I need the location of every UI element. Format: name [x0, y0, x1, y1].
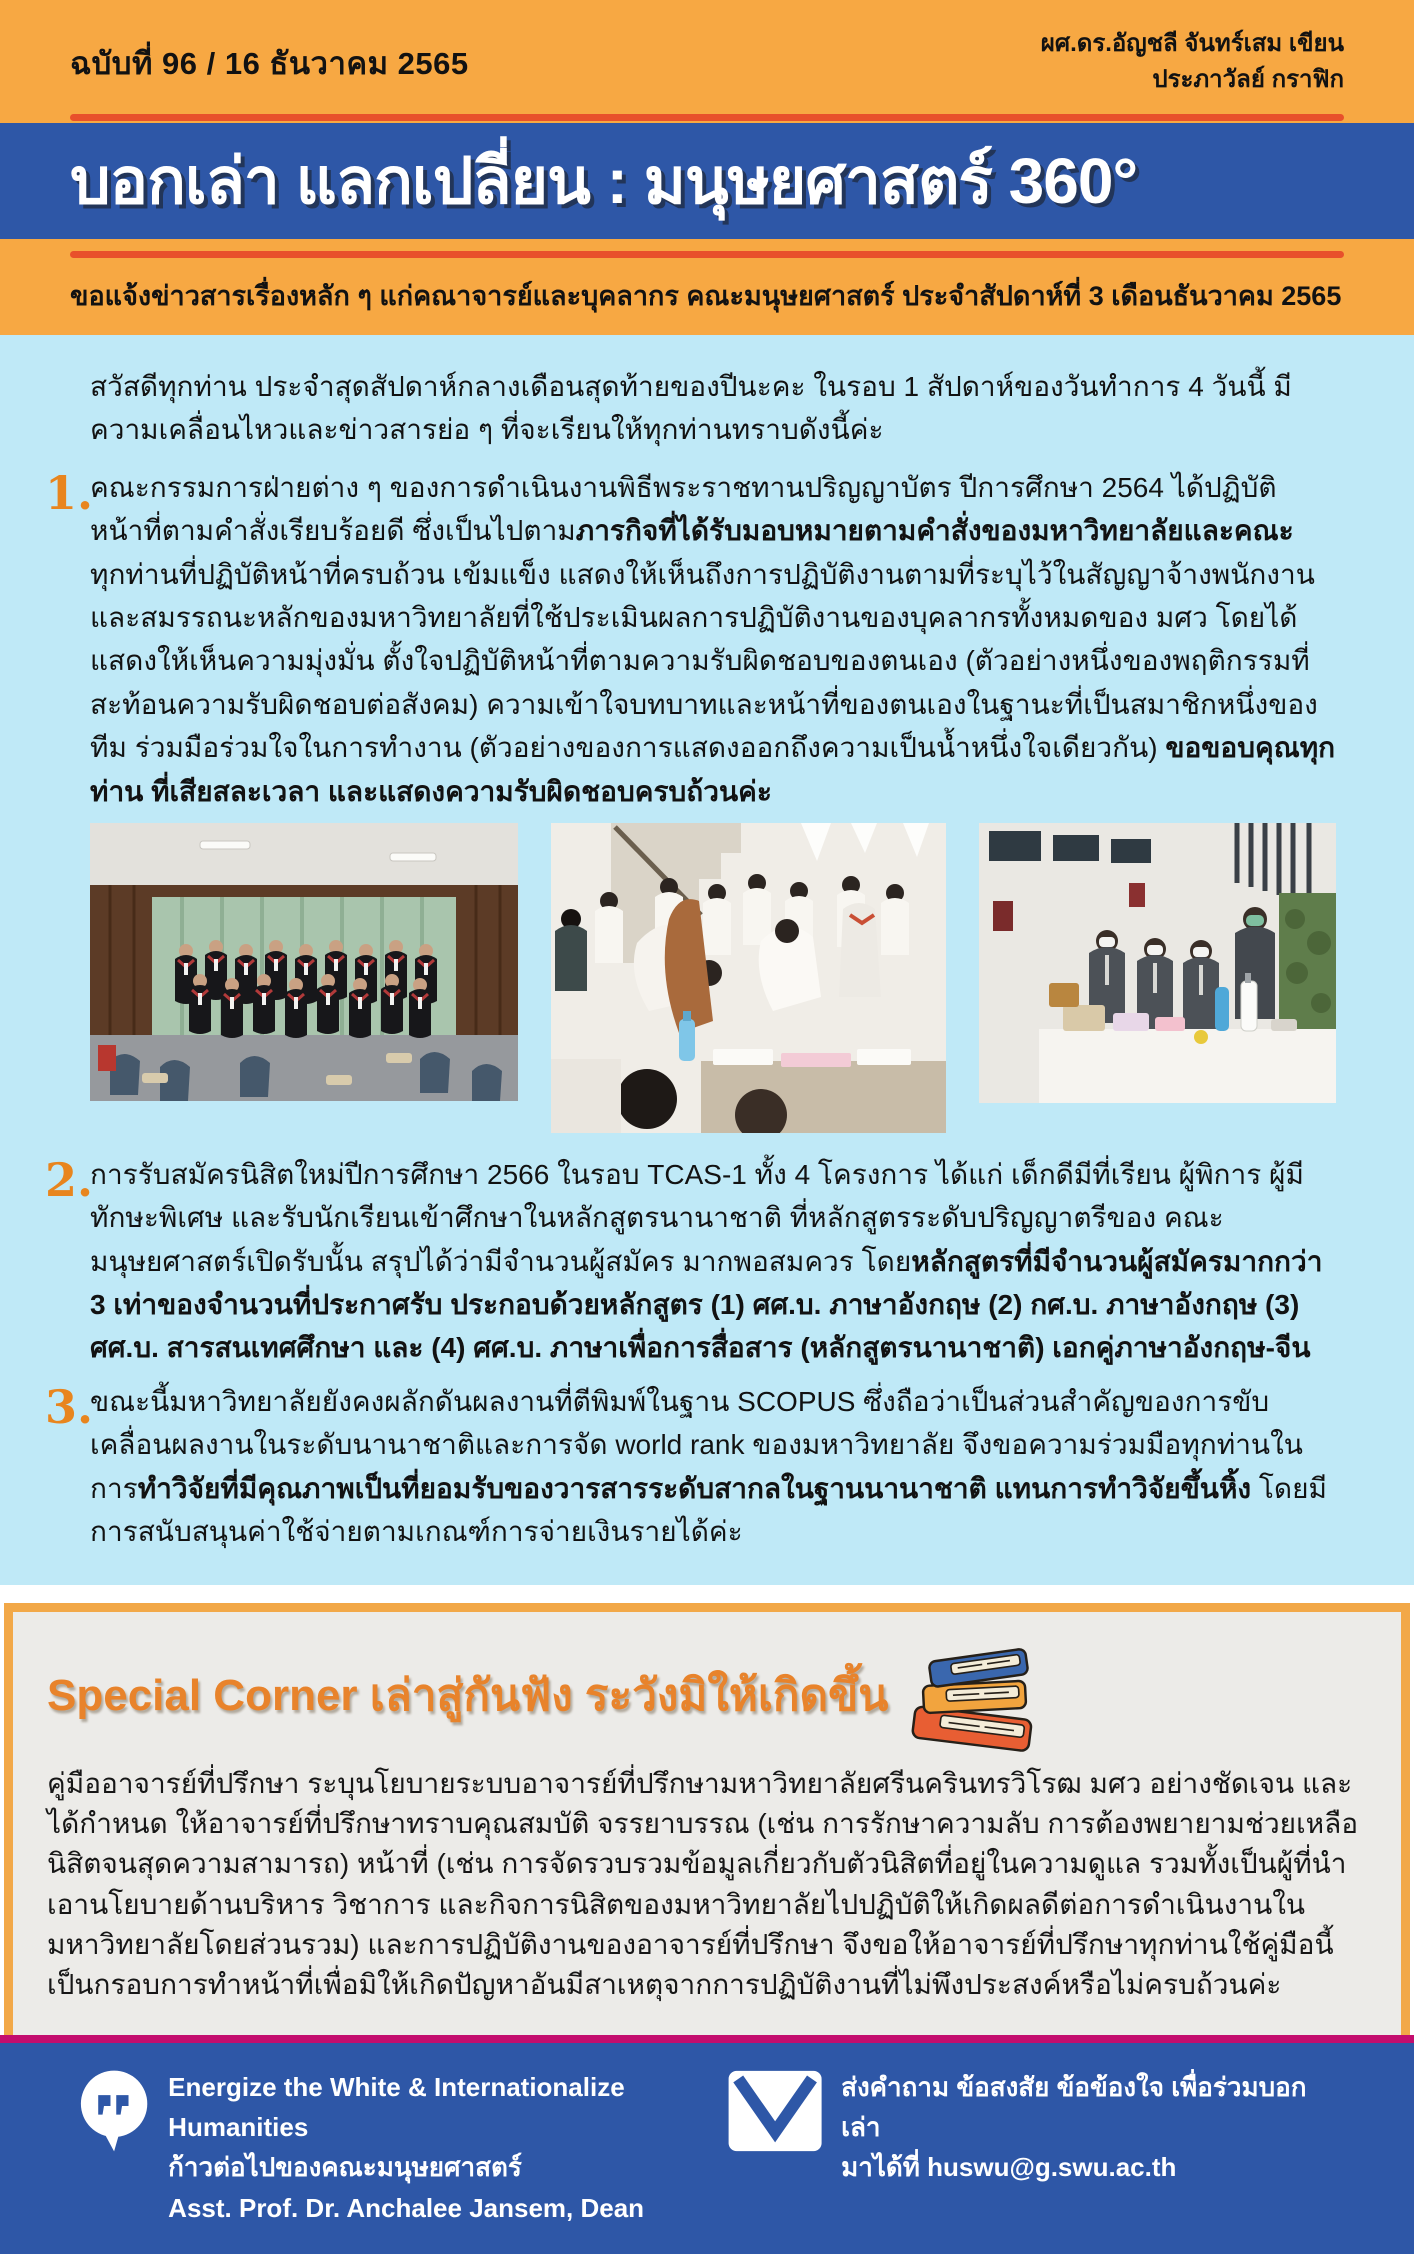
photo-row — [90, 823, 1336, 1133]
subtitle-band — [0, 239, 1414, 335]
special-corner-box — [4, 1603, 1410, 2034]
item-text-segment-bold: ทำวิจัยที่มีคุณภาพเป็นที่ยอมรับของวารสารระดับสากลในฐานนานาชาติ แทนการทำวิจัยขึ้นหิ้ง — [137, 1472, 1252, 1504]
intro-paragraph: สวัสดีทุกท่าน ประจำสุดสัปดาห์กลางเดือนสุดท้ายของปีนะคะ ในรอบ 1 สัปดาห์ของวันทำการ 4 วันนี้ มีความเคลื่อนไหวและข่าวสารย่อ ๆ ที่จะเรียนให้ทุกท่านทราบดังนี้ค่ะ — [90, 371, 1292, 446]
news-item-2 — [45, 1153, 1336, 1370]
footer-divider-rule — [0, 2035, 1414, 2043]
special-corner-heading: Special Corner เล่าสู่กันฟัง ระวังมิให้เกิดขึ้น — [47, 1671, 889, 1721]
footer-right — [727, 2065, 1308, 2228]
item-text-segment: โดยมีการสนับสนุนค่าใช้จ่ายตามเกณฑ์การจ่ายเงินรายได้ค่ะ — [90, 1472, 1327, 1548]
photo-graduation-group — [90, 823, 518, 1101]
item-text-segment-bold: ภารกิจที่ได้รับมอบหมายตามคำสั่งของมหาวิทยาลัยและคณะ — [575, 515, 1294, 547]
graphic-credit: ประภาวัลย์ กราฟิก — [1152, 66, 1344, 93]
item-text-segment: การรับสมัครนิสิตใหม่ปีการศึกษา 2566 ในรอบ TCAS-1 ทั้ง 4 โครงการ ได้แก่ เด็กดีมีที่เรียน ผู้พิการ ผู้มีทักษะพิเศษ และรับนักเรียนเข้าศึกษาในหลักสูตรนานาชาติ ที่หลักสูตรระดับปริญญาตรีของ คณะมนุษยศาสตร์เปิดรับนั้น สรุปได้ว่ามีจำนวนผู้สมัคร มากพอสมควร โดย — [90, 1158, 1304, 1277]
news-item-3 — [45, 1380, 1336, 1554]
item-number: 3. — [45, 1379, 94, 1434]
header-band — [0, 0, 1414, 123]
footer-slogan-th: ก้าวต่อไปของคณะมนุษยศาสตร์ — [168, 2152, 522, 2183]
footer-contact-invite: ส่งคำถาม ข้อสงสัย ข้อข้องใจ เพื่อร่วมบอกเล่า — [841, 2071, 1307, 2142]
news-item-1 — [45, 466, 1336, 813]
item-number: 2. — [45, 1152, 94, 1207]
footer-band — [0, 2043, 1414, 2254]
issue-number: ฉบับที่ 96 / 16 ธันวาคม 2565 — [70, 46, 469, 81]
item-text-segment-bold: หลักสูตรที่มีจำนวนผู้สมัครมากกว่า 3 เท่าของจำนวนที่ประกาศรับ ประกอบด้วยหลักสูตร (1) ศศ.บ. ภาษาอังกฤษ (2) กศ.บ. ภาษาอังกฤษ (3) ศศ.บ. สารสนเทศศึกษา และ (4) ศศ.บ. ภาษาเพื่อการสื่อสาร (หลักสูตรนานาชาติ) เอกคู่ภาษาอังกฤษ-จีน — [90, 1245, 1323, 1364]
item-text-segment-bold: ขอขอบคุณทุกท่าน ที่เสียสละเวลา และแสดงความรับผิดชอบครบถ้วนค่ะ — [90, 732, 1336, 807]
writer-credit: ผศ.ดร.อัญชลี จันทร์เสม เขียน — [1040, 30, 1344, 57]
divider-rule — [70, 114, 1344, 121]
envelope-icon — [727, 2065, 823, 2157]
item-text-segment: ขณะนี้มหาวิทยาลัยยังคงผลักดันผลงานที่ตีพิมพ์ในฐาน SCOPUS ซึ่งถือว่าเป็นส่วนสำคัญของการขับเคลื่อนผลงานในระดับนานาชาติและการจัด world rank ของมหาวิทยาลัย จึงขอความร่วมมือทุกท่านในการ — [90, 1385, 1303, 1504]
masthead-band — [0, 123, 1414, 239]
item-number: 1. — [45, 465, 94, 520]
news-body — [0, 335, 1414, 1585]
item-text-segment: ทุกท่านที่ปฏิบัติหน้าที่ครบถ้วน เข้มแข็ง แสดงให้เห็นถึงการปฏิบัติงานตามที่ระบุไว้ในสัญญาจ้างพนักงานและสมรรถนะหลักของมหาวิทยาลัยที่ใช้ประเมินผลการปฏิบัติงานของบุคลากรทั้งหมดของ มศว โดยได้แสดงให้เห็นความมุ่งมั่น ตั้งใจปฏิบัติหน้าที่ตามความรับผิดชอบของตนเอง (ตัวอย่างหนึ่งของพฤติกรรมที่สะท้อนความรับผิดชอบต่อสังคม) ความเข้าใจบทบาทและหน้าที่ของตนเองในฐานะที่เป็นสมาชิกหนึ่งของทีม ร่วมมือร่วมใจในการทำงาน (ตัวอย่างของการแสดงออกถึงความเป็นน้ำหนึ่งใจเดียวกัน) — [90, 558, 1318, 764]
item-text-segment: คณะกรรมการฝ่ายต่าง ๆ ของการดำเนินงานพิธีพระราชทานปริญญาบัตร ปีการศึกษา 2564 ได้ปฏิบัติหน้าที่ตามคำสั่งเรียบร้อยดี ซึ่งเป็นไปตาม — [90, 471, 1277, 547]
footer-dean-name: Asst. Prof. Dr. Anchalee Jansem, Dean — [168, 2192, 645, 2223]
footer-contact-email: มาได้ที่ huswu@g.swu.ac.th — [841, 2152, 1177, 2183]
footer-left — [78, 2065, 727, 2228]
item-text — [90, 1380, 1336, 1554]
photo-registration-crowd — [551, 823, 946, 1133]
footer-slogan-en: Energize the White & Internationalize Humanities — [168, 2071, 625, 2142]
divider-rule — [70, 251, 1344, 258]
books-stack-icon — [902, 1636, 1042, 1754]
item-text — [90, 1153, 1336, 1370]
photo-staff-table — [979, 823, 1336, 1103]
page-title: บอกเล่า แลกเปลี่ยน : มนุษยศาสตร์ 360° — [70, 145, 1138, 217]
credits — [1041, 26, 1344, 98]
footer-left-text — [168, 2065, 727, 2228]
special-corner-text: คู่มืออาจารย์ที่ปรึกษา ระบุนโยบายระบบอาจารย์ที่ปรึกษามหาวิทยาลัยศรีนครินทรวิโรฒ มศว อย่างชัดเจน และได้กำหนด ให้อาจารย์ที่ปรึกษาทราบคุณสมบัติ จรรยาบรรณ (เช่น การรักษาความลับ การต้องพยายามช่วยเหลือนิสิตจนสุดความสามารถ) หน้าที่ (เช่น การจัดรวบรวมข้อมูลเกี่ยวกับตัวนิสิตที่อยู่ในความดูแล รวมทั้งเป็นผู้ที่นำเอานโยบายด้านบริหาร วิชาการ และกิจการนิสิตของมหาวิทยาลัยไปปฏิบัติให้เกิดผลดีต่อการดำเนินงานในมหาวิทยาลัยโดยส่วนรวม) และการปฏิบัติงานของอาจารย์ที่ปรึกษา จึงขอให้อาจารย์ที่ปรึกษาทุกท่านใช้คู่มือนี้เป็นกรอบการทำหน้าที่เพื่อมิให้เกิดปัญหาอันมีสาเหตุจากการปฏิบัติงานที่ไม่พึงประสงค์หรือไม่ครบถ้วนค่ะ — [47, 1768, 1359, 2000]
footer-right-text — [841, 2065, 1308, 2188]
item-text — [90, 466, 1336, 813]
subtitle-text: ขอแจ้งข่าวสารเรื่องหลัก ๆ แก่คณาจารย์และบุคลากร คณะมนุษยศาสตร์ ประจำสัปดาห์ที่ 3 เดือนธันวาคม 2565 — [70, 281, 1342, 311]
quote-bubble-icon — [78, 2065, 150, 2157]
